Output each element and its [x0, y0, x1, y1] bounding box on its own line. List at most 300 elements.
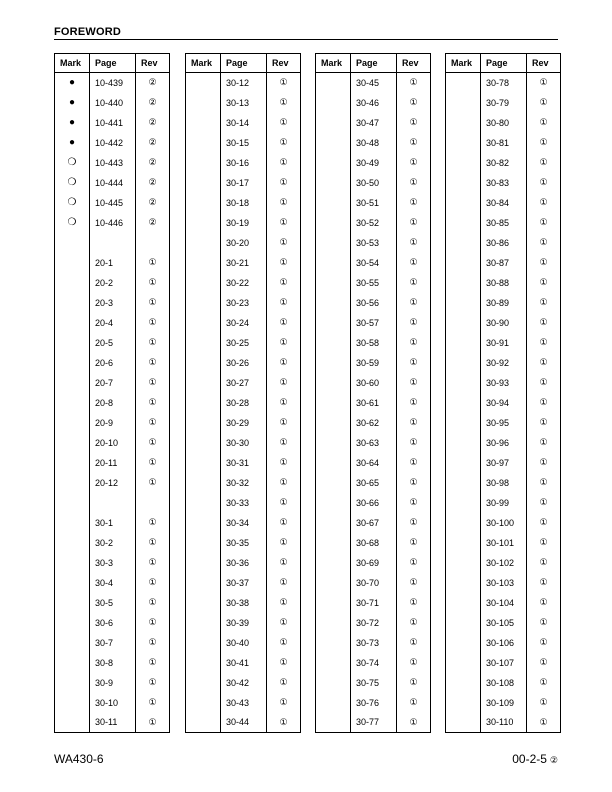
cell-rev: ①: [267, 273, 301, 293]
table-row: [316, 473, 431, 493]
cell-rev: ①: [527, 73, 561, 93]
cell-mark: [186, 193, 221, 213]
cell-rev: ①: [397, 133, 431, 153]
table-row: [316, 413, 431, 433]
table-row: [316, 133, 431, 153]
cell-page: 30-22: [221, 273, 267, 293]
cell-mark: [186, 93, 221, 113]
cell-rev: ①: [527, 453, 561, 473]
header-page: Page: [221, 54, 267, 73]
cell-rev: ①: [527, 633, 561, 653]
cell-mark: [446, 233, 481, 253]
cell-rev: ①: [267, 533, 301, 553]
cell-rev: ①: [397, 493, 431, 513]
cell-mark: [446, 193, 481, 213]
table-header-row: [186, 54, 301, 73]
cell-mark: ❍: [55, 193, 90, 213]
table-row: [446, 633, 561, 653]
cell-mark: [446, 133, 481, 153]
cell-page: 30-77: [351, 713, 397, 733]
table-row: [186, 213, 301, 233]
cell-rev: [136, 233, 170, 253]
cell-mark: [446, 593, 481, 613]
table-row: [446, 493, 561, 513]
cell-mark: [186, 113, 221, 133]
cell-page: 30-93: [481, 373, 527, 393]
cell-rev: ①: [527, 133, 561, 153]
cell-mark: [186, 673, 221, 693]
cell-rev: ①: [527, 693, 561, 713]
cell-mark: [446, 173, 481, 193]
cell-page: 30-20: [221, 233, 267, 253]
cell-rev: ①: [527, 173, 561, 193]
cell-rev: ①: [397, 513, 431, 533]
cell-page: 30-52: [351, 213, 397, 233]
cell-mark: [186, 233, 221, 253]
table-row: [186, 153, 301, 173]
table-row: [316, 693, 431, 713]
table-header-row: [316, 54, 431, 73]
page-index-table-4: [445, 53, 561, 733]
cell-rev: ①: [527, 333, 561, 353]
cell-mark: [316, 573, 351, 593]
table-row: [446, 393, 561, 413]
cell-rev: ①: [527, 573, 561, 593]
cell-page: 30-32: [221, 473, 267, 493]
cell-rev: ①: [527, 113, 561, 133]
cell-page: 30-1: [90, 513, 136, 533]
cell-mark: [186, 133, 221, 153]
cell-page: 30-37: [221, 573, 267, 593]
cell-mark: [446, 73, 481, 93]
cell-page: 30-100: [481, 513, 527, 533]
cell-rev: ①: [527, 153, 561, 173]
cell-mark: [186, 653, 221, 673]
cell-page: 30-14: [221, 113, 267, 133]
table-row: [316, 513, 431, 533]
cell-mark: [316, 653, 351, 673]
cell-rev: ①: [136, 713, 170, 733]
cell-rev: ①: [267, 633, 301, 653]
cell-page: 30-109: [481, 693, 527, 713]
table-row: [446, 353, 561, 373]
cell-page: 20-1: [90, 253, 136, 273]
cell-page: 30-86: [481, 233, 527, 253]
cell-mark: [186, 413, 221, 433]
table-row: [55, 553, 170, 573]
table-row: [446, 593, 561, 613]
cell-rev: ①: [267, 593, 301, 613]
table-row: [446, 553, 561, 573]
table-row: [186, 273, 301, 293]
table-row: [55, 113, 170, 133]
table-row: [55, 173, 170, 193]
table-row: [55, 353, 170, 373]
cell-mark: [316, 473, 351, 493]
cell-page: 30-74: [351, 653, 397, 673]
table-row: [446, 333, 561, 353]
cell-rev: ①: [136, 533, 170, 553]
table-row: [186, 353, 301, 373]
cell-mark: [55, 673, 90, 693]
cell-page: 30-73: [351, 633, 397, 653]
table-row: [186, 493, 301, 513]
cell-rev: ①: [397, 393, 431, 413]
cell-page: 30-9: [90, 673, 136, 693]
cell-rev: ①: [397, 93, 431, 113]
table-row: [55, 93, 170, 113]
cell-rev: ①: [136, 573, 170, 593]
cell-mark: [316, 413, 351, 433]
cell-mark: [55, 273, 90, 293]
cell-page: 30-19: [221, 213, 267, 233]
table-row: [316, 193, 431, 213]
cell-page: 30-75: [351, 673, 397, 693]
table-row: [446, 713, 561, 733]
cell-page: 30-76: [351, 693, 397, 713]
cell-rev: ①: [267, 173, 301, 193]
cell-mark: [186, 73, 221, 93]
cell-rev: ②: [136, 173, 170, 193]
cell-mark: ●: [55, 73, 90, 93]
cell-rev: ①: [267, 213, 301, 233]
header-page: Page: [481, 54, 527, 73]
table-row: [186, 293, 301, 313]
cell-page: 30-34: [221, 513, 267, 533]
cell-mark: [55, 433, 90, 453]
cell-page: 30-61: [351, 393, 397, 413]
cell-rev: ①: [267, 113, 301, 133]
cell-mark: [446, 673, 481, 693]
cell-page: 10-439: [90, 73, 136, 93]
cell-rev: [136, 493, 170, 513]
page-index-table-1: [54, 53, 170, 733]
cell-rev: ②: [136, 113, 170, 133]
cell-page: 30-85: [481, 213, 527, 233]
cell-page: 30-39: [221, 613, 267, 633]
cell-page: 20-4: [90, 313, 136, 333]
cell-page: 30-15: [221, 133, 267, 153]
cell-page: 30-50: [351, 173, 397, 193]
cell-rev: ①: [136, 413, 170, 433]
cell-rev: ①: [136, 273, 170, 293]
cell-mark: [186, 373, 221, 393]
table-row: [55, 573, 170, 593]
table-row: [316, 73, 431, 93]
cell-page: 30-38: [221, 593, 267, 613]
cell-page: 20-12: [90, 473, 136, 493]
cell-mark: [55, 613, 90, 633]
cell-mark: [446, 573, 481, 593]
cell-page: 30-69: [351, 553, 397, 573]
table-row: [316, 633, 431, 653]
cell-mark: [186, 393, 221, 413]
cell-page: 30-84: [481, 193, 527, 213]
table-row: [446, 453, 561, 473]
cell-mark: [316, 373, 351, 393]
cell-mark: [446, 113, 481, 133]
table-row: [186, 693, 301, 713]
table-row: [55, 193, 170, 213]
table-row: [316, 433, 431, 453]
cell-mark: [446, 353, 481, 373]
cell-page: [90, 493, 136, 513]
cell-mark: [316, 593, 351, 613]
table-row: [316, 373, 431, 393]
table-row: [316, 273, 431, 293]
cell-mark: [446, 453, 481, 473]
cell-rev: ①: [397, 213, 431, 233]
cell-mark: [316, 393, 351, 413]
table-row: [186, 313, 301, 333]
cell-page: 20-9: [90, 413, 136, 433]
cell-page: 30-98: [481, 473, 527, 493]
table-row: [186, 133, 301, 153]
cell-rev: ①: [267, 153, 301, 173]
section-title: FOREWORD: [54, 26, 121, 38]
cell-mark: [55, 313, 90, 333]
cell-mark: [316, 313, 351, 333]
table-row: [446, 293, 561, 313]
cell-mark: ●: [55, 113, 90, 133]
cell-page: 30-82: [481, 153, 527, 173]
cell-rev: ①: [527, 353, 561, 373]
cell-page: 30-57: [351, 313, 397, 333]
cell-page: 30-47: [351, 113, 397, 133]
cell-rev: ①: [136, 253, 170, 273]
header-rev: Rev: [136, 54, 170, 73]
cell-page: 30-18: [221, 193, 267, 213]
cell-rev: ①: [267, 433, 301, 453]
cell-mark: [186, 333, 221, 353]
cell-rev: ①: [136, 433, 170, 453]
title-rule: [54, 39, 558, 40]
cell-page: 30-68: [351, 533, 397, 553]
cell-rev: ①: [267, 473, 301, 493]
cell-page: 30-59: [351, 353, 397, 373]
cell-rev: ①: [267, 613, 301, 633]
table-row: [186, 453, 301, 473]
table-row: [55, 153, 170, 173]
cell-rev: ①: [527, 373, 561, 393]
cell-rev: ①: [397, 573, 431, 593]
cell-rev: ①: [397, 633, 431, 653]
cell-page: 30-101: [481, 533, 527, 553]
cell-rev: ②: [136, 93, 170, 113]
cell-mark: [186, 473, 221, 493]
cell-page: 10-441: [90, 113, 136, 133]
cell-mark: [186, 453, 221, 473]
cell-rev: ①: [397, 233, 431, 253]
cell-mark: [446, 93, 481, 113]
cell-page: 30-46: [351, 93, 397, 113]
cell-mark: [186, 273, 221, 293]
cell-rev: ①: [397, 433, 431, 453]
cell-mark: [55, 513, 90, 533]
page-index-table-2: [185, 53, 301, 733]
cell-mark: [316, 213, 351, 233]
table-row: [55, 213, 170, 233]
table-row: [316, 213, 431, 233]
cell-rev: ①: [267, 493, 301, 513]
cell-rev: ①: [136, 633, 170, 653]
table-row: [446, 513, 561, 533]
cell-page: 30-108: [481, 673, 527, 693]
cell-page: 30-94: [481, 393, 527, 413]
cell-mark: [316, 553, 351, 573]
table-row: [186, 173, 301, 193]
cell-rev: ①: [136, 593, 170, 613]
cell-mark: ❍: [55, 173, 90, 193]
cell-mark: [446, 713, 481, 733]
table-row: [316, 673, 431, 693]
cell-page: 30-107: [481, 653, 527, 673]
cell-rev: ①: [267, 233, 301, 253]
cell-rev: ①: [397, 333, 431, 353]
cell-mark: [55, 233, 90, 253]
table-row: [446, 373, 561, 393]
cell-rev: ①: [397, 613, 431, 633]
table-row: [446, 273, 561, 293]
cell-mark: [446, 313, 481, 333]
cell-rev: ①: [267, 313, 301, 333]
cell-mark: [316, 173, 351, 193]
cell-rev: ①: [267, 193, 301, 213]
cell-rev: ①: [136, 393, 170, 413]
table-row: [446, 133, 561, 153]
cell-page: 10-446: [90, 213, 136, 233]
cell-rev: ①: [136, 293, 170, 313]
cell-mark: [55, 593, 90, 613]
cell-mark: [446, 613, 481, 633]
cell-rev: ①: [267, 93, 301, 113]
cell-page: 30-88: [481, 273, 527, 293]
cell-page: 30-102: [481, 553, 527, 573]
cell-mark: [55, 653, 90, 673]
cell-rev: ①: [397, 593, 431, 613]
table-row: [446, 573, 561, 593]
cell-rev: ①: [397, 713, 431, 733]
header-page: Page: [351, 54, 397, 73]
cell-rev: ①: [397, 153, 431, 173]
cell-page: 30-44: [221, 713, 267, 733]
cell-rev: ①: [527, 433, 561, 453]
cell-mark: [186, 633, 221, 653]
table-header-row: [446, 54, 561, 73]
cell-mark: [186, 713, 221, 733]
cell-mark: [55, 633, 90, 653]
cell-page: 10-440: [90, 93, 136, 113]
cell-mark: [446, 553, 481, 573]
table-row: [55, 673, 170, 693]
cell-rev: ①: [136, 313, 170, 333]
cell-mark: [55, 413, 90, 433]
cell-rev: ①: [397, 73, 431, 93]
cell-rev: ①: [527, 553, 561, 573]
table-row: [316, 573, 431, 593]
cell-page: 30-29: [221, 413, 267, 433]
cell-mark: [316, 713, 351, 733]
table-row: [316, 553, 431, 573]
table-row: [316, 333, 431, 353]
table-row: [316, 293, 431, 313]
table-row: [316, 173, 431, 193]
table-row: [55, 713, 170, 733]
table-row: [446, 233, 561, 253]
cell-rev: ①: [527, 713, 561, 733]
cell-page: 30-35: [221, 533, 267, 553]
cell-mark: [446, 433, 481, 453]
cell-rev: ①: [397, 273, 431, 293]
cell-mark: [186, 213, 221, 233]
cell-mark: ●: [55, 133, 90, 153]
cell-page: 30-78: [481, 73, 527, 93]
cell-mark: [186, 533, 221, 553]
table-row: [55, 493, 170, 513]
cell-page: 30-2: [90, 533, 136, 553]
cell-mark: [316, 333, 351, 353]
cell-mark: [316, 93, 351, 113]
page-index-table-3: [315, 53, 431, 733]
cell-mark: [186, 613, 221, 633]
table-row: [316, 453, 431, 473]
table-row: [55, 413, 170, 433]
cell-mark: [316, 693, 351, 713]
cell-page: 30-25: [221, 333, 267, 353]
cell-rev: ①: [267, 253, 301, 273]
cell-page: 30-89: [481, 293, 527, 313]
cell-rev: ①: [267, 453, 301, 473]
cell-rev: ①: [136, 513, 170, 533]
cell-rev: ①: [136, 613, 170, 633]
cell-mark: [316, 453, 351, 473]
cell-mark: [316, 493, 351, 513]
table-row: [55, 73, 170, 93]
cell-page: 30-33: [221, 493, 267, 513]
cell-page: 30-81: [481, 133, 527, 153]
cell-rev: ①: [397, 473, 431, 493]
cell-rev: ①: [397, 373, 431, 393]
cell-page: 30-105: [481, 613, 527, 633]
cell-mark: [446, 633, 481, 653]
cell-page: 30-40: [221, 633, 267, 653]
header-mark: Mark: [55, 54, 90, 73]
table-row: [316, 653, 431, 673]
table-row: [55, 633, 170, 653]
cell-mark: [446, 653, 481, 673]
cell-page: 30-97: [481, 453, 527, 473]
table-row: [55, 613, 170, 633]
cell-page: 30-64: [351, 453, 397, 473]
table-row: [446, 473, 561, 493]
cell-rev: ②: [136, 133, 170, 153]
cell-page: 30-16: [221, 153, 267, 173]
table-row: [186, 533, 301, 553]
cell-rev: ①: [267, 353, 301, 373]
cell-mark: [446, 413, 481, 433]
cell-page: 30-106: [481, 633, 527, 653]
table-row: [186, 113, 301, 133]
cell-mark: [186, 173, 221, 193]
cell-mark: [446, 693, 481, 713]
cell-page: 20-7: [90, 373, 136, 393]
cell-mark: [446, 493, 481, 513]
cell-page: 30-28: [221, 393, 267, 413]
cell-page: 30-3: [90, 553, 136, 573]
cell-page: 30-70: [351, 573, 397, 593]
table-row: [446, 73, 561, 93]
table-row: [55, 433, 170, 453]
